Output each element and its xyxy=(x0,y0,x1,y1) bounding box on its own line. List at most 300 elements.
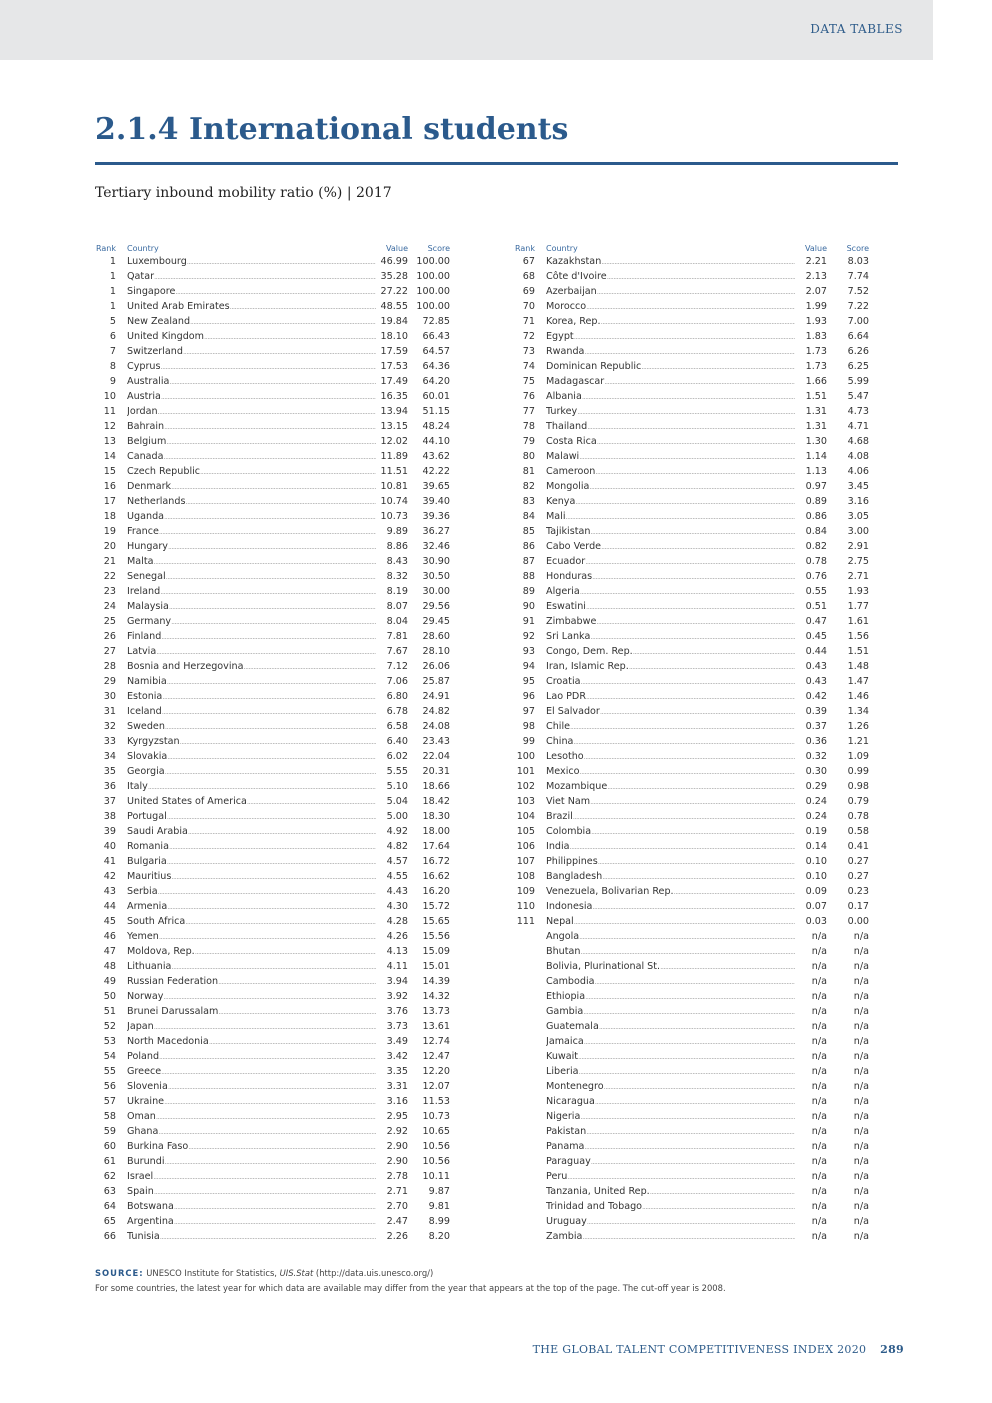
score-cell: 26.06 xyxy=(422,661,450,672)
value-cell: 4.11 xyxy=(376,959,408,974)
rank-cell: 71 xyxy=(522,316,535,327)
rank-cell: 68 xyxy=(522,271,535,282)
value-cell: 0.03 xyxy=(795,914,827,929)
country-cell: Austria ..... xyxy=(127,389,383,405)
table-row xyxy=(513,509,869,524)
country-cell: Brunei Darussalam ..... xyxy=(127,1004,383,1020)
value-cell: 0.24 xyxy=(795,794,827,809)
source-note xyxy=(95,1266,726,1281)
rank-cell: 102 xyxy=(516,781,535,792)
score-cell: 1.77 xyxy=(847,601,869,612)
score-cell: 0.27 xyxy=(847,856,869,867)
table-row xyxy=(513,269,869,284)
score-cell: 29.56 xyxy=(422,601,450,612)
value-cell: n/a xyxy=(795,944,827,959)
score-cell: 0.23 xyxy=(847,886,869,897)
table-row xyxy=(513,464,869,479)
table-row xyxy=(513,644,869,659)
rank-cell: 107 xyxy=(516,856,535,867)
value-cell: 7.12 xyxy=(376,659,408,674)
score-cell: 66.43 xyxy=(422,331,450,342)
rank-cell: 5 xyxy=(109,316,116,327)
rank-cell: 10 xyxy=(103,391,116,402)
value-cell: 7.06 xyxy=(376,674,408,689)
value-cell: 0.07 xyxy=(795,899,827,914)
country-cell: Serbia ..... xyxy=(127,884,383,900)
table-row xyxy=(513,524,869,539)
country-cell: United States of America ..... xyxy=(127,794,383,810)
country-cell: Bahrain ..... xyxy=(127,419,383,435)
rank-cell: 62 xyxy=(103,1171,116,1182)
table-row xyxy=(94,704,450,719)
country-cell: Kazakhstan ..... xyxy=(546,254,802,270)
score-cell: 1.93 xyxy=(847,586,869,597)
value-cell: 6.40 xyxy=(376,734,408,749)
score-cell: 18.42 xyxy=(422,796,450,807)
table-row xyxy=(513,884,869,899)
table-row xyxy=(94,1079,450,1094)
score-cell: 32.46 xyxy=(422,541,450,552)
table-row xyxy=(94,659,450,674)
value-cell: 0.43 xyxy=(795,674,827,689)
rank-cell: 108 xyxy=(516,871,535,882)
value-cell: 1.73 xyxy=(795,359,827,374)
score-cell: 36.27 xyxy=(422,526,450,537)
country-cell: Georgia ..... xyxy=(127,764,383,780)
score-cell: 29.45 xyxy=(422,616,450,627)
ranking-table-right xyxy=(513,243,869,1244)
rank-cell: 1 xyxy=(109,301,116,312)
value-header: Value xyxy=(376,243,408,254)
score-cell: 0.41 xyxy=(847,841,869,852)
score-cell: 12.20 xyxy=(422,1066,450,1077)
score-cell: 4.06 xyxy=(847,466,869,477)
rank-header: Rank xyxy=(96,244,116,253)
rank-cell: 63 xyxy=(103,1186,116,1197)
table-row xyxy=(513,1199,869,1214)
table-row xyxy=(513,914,869,929)
source-label: SOURCE: xyxy=(95,1268,144,1278)
score-cell: n/a xyxy=(853,1186,869,1197)
rank-cell: 43 xyxy=(103,886,116,897)
rank-cell: 1 xyxy=(109,271,116,282)
value-cell: 2.90 xyxy=(376,1139,408,1154)
country-cell: New Zealand ..... xyxy=(127,314,383,330)
score-cell: 0.78 xyxy=(847,811,869,822)
score-cell: 7.00 xyxy=(847,316,869,327)
score-cell: n/a xyxy=(853,1171,869,1182)
value-cell: 1.93 xyxy=(795,314,827,329)
value-cell: 1.83 xyxy=(795,329,827,344)
table-row xyxy=(94,569,450,584)
table-row xyxy=(94,929,450,944)
country-cell: Ecuador ..... xyxy=(546,554,802,570)
table-row xyxy=(513,1229,869,1244)
table-row xyxy=(94,374,450,389)
rank-cell: 66 xyxy=(103,1231,116,1242)
score-cell: 18.66 xyxy=(422,781,450,792)
country-cell: Indonesia ..... xyxy=(546,899,802,915)
score-cell: 48.24 xyxy=(422,421,450,432)
score-cell: 13.73 xyxy=(422,1006,450,1017)
score-cell: n/a xyxy=(853,1156,869,1167)
rank-cell: 35 xyxy=(103,766,116,777)
score-cell: 12.74 xyxy=(422,1036,450,1047)
rank-cell: 93 xyxy=(522,646,535,657)
rank-cell: 18 xyxy=(103,511,116,522)
table-row xyxy=(94,269,450,284)
country-cell: Paraguay ..... xyxy=(546,1154,802,1170)
rank-cell: 90 xyxy=(522,601,535,612)
score-cell: 0.27 xyxy=(847,871,869,882)
table-row xyxy=(94,1064,450,1079)
score-cell: 18.00 xyxy=(422,826,450,837)
value-cell: 2.70 xyxy=(376,1199,408,1214)
country-cell: Sri Lanka ..... xyxy=(546,629,802,645)
score-cell: 12.07 xyxy=(422,1081,450,1092)
table-row xyxy=(513,749,869,764)
table-row xyxy=(513,1169,869,1184)
value-cell: 4.26 xyxy=(376,929,408,944)
table-row xyxy=(94,449,450,464)
country-cell: Jordan ..... xyxy=(127,404,383,420)
table-row xyxy=(513,719,869,734)
country-cell: Brazil ..... xyxy=(546,809,802,825)
table-row xyxy=(94,599,450,614)
rank-cell: 26 xyxy=(103,631,116,642)
score-cell: 30.90 xyxy=(422,556,450,567)
score-cell: 1.21 xyxy=(847,736,869,747)
rank-cell: 57 xyxy=(103,1096,116,1107)
table-row xyxy=(513,794,869,809)
score-cell: 11.53 xyxy=(422,1096,450,1107)
table-row xyxy=(94,884,450,899)
score-cell: 10.56 xyxy=(422,1156,450,1167)
rank-cell: 65 xyxy=(103,1216,116,1227)
value-cell: 35.28 xyxy=(376,269,408,284)
table-row xyxy=(94,734,450,749)
country-cell: Saudi Arabia ..... xyxy=(127,824,383,840)
value-cell: 8.86 xyxy=(376,539,408,554)
rank-cell: 70 xyxy=(522,301,535,312)
score-cell: 5.99 xyxy=(847,376,869,387)
score-cell: 1.56 xyxy=(847,631,869,642)
country-cell: Bangladesh ..... xyxy=(546,869,802,885)
score-cell: n/a xyxy=(853,991,869,1002)
value-cell: n/a xyxy=(795,1229,827,1244)
country-cell: Mongolia ..... xyxy=(546,479,802,495)
country-cell: Morocco ..... xyxy=(546,299,802,315)
score-cell: 28.60 xyxy=(422,631,450,642)
value-cell: n/a xyxy=(795,1184,827,1199)
rank-cell: 109 xyxy=(516,886,535,897)
rank-cell: 6 xyxy=(109,331,116,342)
table-subtitle: Tertiary inbound mobility ratio (%) | 2017 xyxy=(95,185,392,201)
rank-cell: 75 xyxy=(522,376,535,387)
score-header: Score xyxy=(427,244,450,253)
rank-cell: 33 xyxy=(103,736,116,747)
value-cell: 6.80 xyxy=(376,689,408,704)
table-row xyxy=(94,644,450,659)
score-cell: 100.00 xyxy=(416,301,450,312)
table-row xyxy=(94,1049,450,1064)
value-cell: 2.92 xyxy=(376,1124,408,1139)
value-cell: 0.55 xyxy=(795,584,827,599)
country-cell: Madagascar ..... xyxy=(546,374,802,390)
rank-cell: 101 xyxy=(516,766,535,777)
table-row xyxy=(94,509,450,524)
country-cell: Luxembourg ..... xyxy=(127,254,383,270)
value-cell: 17.53 xyxy=(376,359,408,374)
rank-cell: 51 xyxy=(103,1006,116,1017)
country-cell: Kuwait ..... xyxy=(546,1049,802,1065)
value-cell: 2.90 xyxy=(376,1154,408,1169)
score-cell: 8.20 xyxy=(428,1231,450,1242)
country-cell: Cameroon ..... xyxy=(546,464,802,480)
rank-cell: 19 xyxy=(103,526,116,537)
score-cell: 7.74 xyxy=(847,271,869,282)
value-cell: 0.42 xyxy=(795,689,827,704)
value-cell: 10.74 xyxy=(376,494,408,509)
score-cell: n/a xyxy=(853,1081,869,1092)
score-cell: n/a xyxy=(853,1006,869,1017)
value-cell: 2.47 xyxy=(376,1214,408,1229)
score-cell: 100.00 xyxy=(416,271,450,282)
table-row xyxy=(94,1229,450,1244)
rank-cell: 78 xyxy=(522,421,535,432)
score-cell: 1.34 xyxy=(847,706,869,717)
country-cell: Eswatini ..... xyxy=(546,599,802,615)
rank-cell: 98 xyxy=(522,721,535,732)
value-cell: 0.86 xyxy=(795,509,827,524)
table-row xyxy=(513,419,869,434)
country-cell: Czech Republic ..... xyxy=(127,464,383,480)
rank-cell: 11 xyxy=(103,406,116,417)
country-cell: Cambodia ..... xyxy=(546,974,802,990)
table-row xyxy=(513,1139,869,1154)
country-cell: Belgium ..... xyxy=(127,434,383,450)
value-cell: 0.10 xyxy=(795,869,827,884)
rank-cell: 42 xyxy=(103,871,116,882)
country-cell: Portugal ..... xyxy=(127,809,383,825)
score-cell: 0.98 xyxy=(847,781,869,792)
rank-cell: 58 xyxy=(103,1111,116,1122)
score-cell: 39.65 xyxy=(422,481,450,492)
country-cell: United Arab Emirates ..... xyxy=(127,299,383,315)
table-row xyxy=(94,1139,450,1154)
country-cell: Romania ..... xyxy=(127,839,383,855)
rank-cell: 47 xyxy=(103,946,116,957)
table-row xyxy=(94,899,450,914)
score-cell: n/a xyxy=(853,1216,869,1227)
value-cell: 3.73 xyxy=(376,1019,408,1034)
table-row xyxy=(513,854,869,869)
table-row xyxy=(513,629,869,644)
country-cell: Netherlands ..... xyxy=(127,494,383,510)
country-cell: Chile ..... xyxy=(546,719,802,735)
country-cell: Ireland ..... xyxy=(127,584,383,600)
score-cell: 9.87 xyxy=(428,1186,450,1197)
value-cell: n/a xyxy=(795,1049,827,1064)
value-cell: 11.89 xyxy=(376,449,408,464)
value-cell: 18.10 xyxy=(376,329,408,344)
rank-cell: 96 xyxy=(522,691,535,702)
score-cell: 15.09 xyxy=(422,946,450,957)
source-italic: UIS.Stat xyxy=(279,1268,314,1278)
value-cell: 2.78 xyxy=(376,1169,408,1184)
score-cell: 4.68 xyxy=(847,436,869,447)
rank-cell: 61 xyxy=(103,1156,116,1167)
value-cell: 2.26 xyxy=(376,1229,408,1244)
table-row xyxy=(513,959,869,974)
country-cell: Cabo Verde ..... xyxy=(546,539,802,555)
table-row xyxy=(94,284,450,299)
value-cell: n/a xyxy=(795,1034,827,1049)
country-cell: Tunisia ..... xyxy=(127,1229,383,1245)
score-cell: 8.99 xyxy=(428,1216,450,1227)
value-cell: 0.44 xyxy=(795,644,827,659)
value-cell: 0.43 xyxy=(795,659,827,674)
score-cell: 51.15 xyxy=(422,406,450,417)
score-cell: 1.09 xyxy=(847,751,869,762)
value-cell: 4.30 xyxy=(376,899,408,914)
country-cell: Zambia ..... xyxy=(546,1229,802,1245)
country-cell: North Macedonia ..... xyxy=(127,1034,383,1050)
table-row xyxy=(513,314,869,329)
score-cell: 0.99 xyxy=(847,766,869,777)
rank-cell: 37 xyxy=(103,796,116,807)
country-cell: Oman ..... xyxy=(127,1109,383,1125)
country-cell: Uruguay ..... xyxy=(546,1214,802,1230)
country-cell: Mozambique ..... xyxy=(546,779,802,795)
country-cell: Guatemala ..... xyxy=(546,1019,802,1035)
table-row xyxy=(513,704,869,719)
table-row xyxy=(94,299,450,314)
score-cell: 23.43 xyxy=(422,736,450,747)
table-row xyxy=(513,1004,869,1019)
table-row xyxy=(94,854,450,869)
score-cell: 39.36 xyxy=(422,511,450,522)
rank-cell: 7 xyxy=(109,346,116,357)
title-divider xyxy=(95,162,898,165)
table-row xyxy=(513,659,869,674)
value-cell: 46.99 xyxy=(376,254,408,269)
country-cell: Burkina Faso ..... xyxy=(127,1139,383,1155)
rank-cell: 106 xyxy=(516,841,535,852)
score-cell: 39.40 xyxy=(422,496,450,507)
country-cell: Rwanda ..... xyxy=(546,344,802,360)
country-cell: Lesotho ..... xyxy=(546,749,802,765)
table-row xyxy=(513,1064,869,1079)
table-row xyxy=(513,599,869,614)
table-row xyxy=(513,284,869,299)
value-cell: 1.51 xyxy=(795,389,827,404)
value-cell: 1.14 xyxy=(795,449,827,464)
value-cell: n/a xyxy=(795,1154,827,1169)
value-cell: 9.89 xyxy=(376,524,408,539)
page-number: 289 xyxy=(880,1343,904,1356)
score-cell: 10.65 xyxy=(422,1126,450,1137)
score-cell: 5.47 xyxy=(847,391,869,402)
table-row xyxy=(513,344,869,359)
country-cell: Botswana ..... xyxy=(127,1199,383,1215)
rank-cell: 99 xyxy=(522,736,535,747)
value-cell: 6.58 xyxy=(376,719,408,734)
country-cell: Angola ..... xyxy=(546,929,802,945)
score-cell: 7.22 xyxy=(847,301,869,312)
rank-cell: 14 xyxy=(103,451,116,462)
rank-cell: 32 xyxy=(103,721,116,732)
table-row xyxy=(94,464,450,479)
country-cell: United Kingdom ..... xyxy=(127,329,383,345)
value-cell: 0.19 xyxy=(795,824,827,839)
rank-cell: 94 xyxy=(522,661,535,672)
table-row xyxy=(94,1019,450,1034)
country-cell: Bhutan ..... xyxy=(546,944,802,960)
country-cell: Russian Federation ..... xyxy=(127,974,383,990)
score-cell: 2.71 xyxy=(847,571,869,582)
value-cell: 0.24 xyxy=(795,809,827,824)
rank-cell: 77 xyxy=(522,406,535,417)
rank-cell: 54 xyxy=(103,1051,116,1062)
score-cell: 3.00 xyxy=(847,526,869,537)
rank-cell: 21 xyxy=(103,556,116,567)
rank-cell: 29 xyxy=(103,676,116,687)
score-cell: 12.47 xyxy=(422,1051,450,1062)
score-cell: 64.20 xyxy=(422,376,450,387)
score-cell: 1.51 xyxy=(847,646,869,657)
value-cell: 8.32 xyxy=(376,569,408,584)
table-row xyxy=(513,449,869,464)
table-row xyxy=(513,614,869,629)
rank-cell: 55 xyxy=(103,1066,116,1077)
country-cell: El Salvador ..... xyxy=(546,704,802,720)
score-cell: 15.56 xyxy=(422,931,450,942)
score-cell: 100.00 xyxy=(416,286,450,297)
rank-cell: 1 xyxy=(109,286,116,297)
score-header: Score xyxy=(846,244,869,253)
value-cell: 0.30 xyxy=(795,764,827,779)
table-row xyxy=(94,824,450,839)
rank-cell: 56 xyxy=(103,1081,116,1092)
source-text: UNESCO Institute for Statistics, xyxy=(146,1268,277,1278)
value-cell: 0.76 xyxy=(795,569,827,584)
value-cell: 10.81 xyxy=(376,479,408,494)
table-row xyxy=(94,764,450,779)
value-cell: 19.84 xyxy=(376,314,408,329)
table-row xyxy=(513,1079,869,1094)
rank-cell: 8 xyxy=(109,361,116,372)
value-cell: 4.28 xyxy=(376,914,408,929)
country-cell: Panama ..... xyxy=(546,1139,802,1155)
rank-cell: 100 xyxy=(516,751,535,762)
value-cell: 6.78 xyxy=(376,704,408,719)
value-cell: 0.45 xyxy=(795,629,827,644)
rank-cell: 24 xyxy=(103,601,116,612)
country-cell: Colombia ..... xyxy=(546,824,802,840)
source-url[interactable]: (http://data.uis.unesco.org/) xyxy=(315,1268,434,1278)
country-cell: Kenya ..... xyxy=(546,494,802,510)
score-cell: 7.52 xyxy=(847,286,869,297)
table-row xyxy=(513,1184,869,1199)
table-row xyxy=(513,1109,869,1124)
value-cell: 0.10 xyxy=(795,854,827,869)
table-row xyxy=(94,749,450,764)
country-cell: Singapore ..... xyxy=(127,284,383,300)
score-cell: 64.36 xyxy=(422,361,450,372)
score-cell: 1.26 xyxy=(847,721,869,732)
score-cell: n/a xyxy=(853,946,869,957)
